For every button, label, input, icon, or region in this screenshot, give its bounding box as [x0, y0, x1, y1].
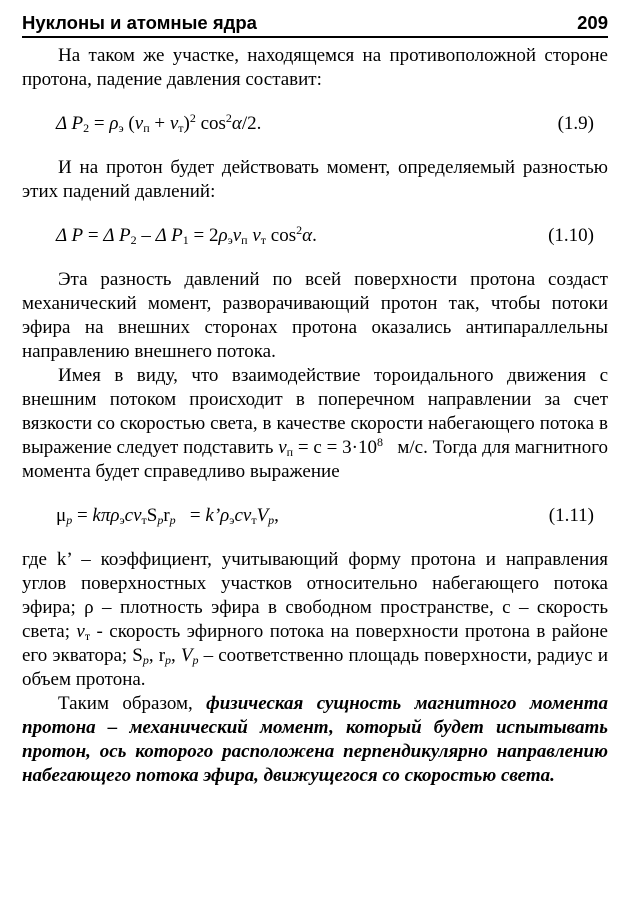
equation-number: (1.11)	[548, 505, 594, 526]
paragraph-6: Таким образом, физическая сущность магнитного момента протона – механический момент, который будет испытывать протон, ось которого расположена перпендикулярно направлению набегающего потока эфира, движущегося со скоростью света.	[22, 693, 608, 786]
paragraph-5: где k’ – коэффициент, учитывающий форму протона и направления углов поверхностных участков относительно набегающего потока эфира; ρ – плотность эфира в свободном пространстве, c – скорость света; $v_т$ - скорость эфирного потока на поверхности протона в районе его экватора; $S_p$, $r_p$, $V_p$ – соответственно площадь поверхности, радиус и объем протона.	[22, 549, 608, 690]
equation-number: (1.9)	[557, 113, 594, 134]
page-number: 209	[577, 12, 608, 33]
equation-1-11: $\mu_p = k\pi\rho_эcv_тS_pr_p$ = $k’\rho_эcv_тV_p$, (1.11)	[56, 505, 594, 527]
equation-1-10: Δ P = Δ $P_2$ – Δ $P_1 = 2\rho_эv_п$ $v_т$ $\cos^2\alpha$. (1.10)	[56, 223, 594, 247]
paragraph-3: Эта разность давлений по всей поверхности протона создаст механический момент, разворачивающий протон так, чтобы потоки эфира на внешних сторонах протона оказались антипараллельны направлению внешнего потока.	[22, 269, 608, 362]
page-content	[22, 44, 608, 788]
paragraph-1: На таком же участке, находящемся на противоположной стороне протона, падение давления составит:	[22, 45, 608, 90]
equation-1-9: Δ $P_2 = \rho_э$ $(v_п + v_т)^2$ $\cos^2\alpha/2$. (1.9)	[56, 111, 594, 135]
page-header	[22, 8, 608, 38]
running-title: Нуклоны и атомные ядра	[22, 12, 257, 33]
equation-number: (1.10)	[548, 225, 594, 246]
emphasis-conclusion: физическая сущность магнитного момента протона – механический момент, который будет испытывать протон, ось которого расположена перпендикулярно направлению набегающего потока эфира, движущегося со скоростью света.	[22, 693, 608, 786]
paragraph-2: И на протон будет действовать момент, определяемый разностью этих падений давлений:	[22, 157, 608, 202]
paragraph-4: Имея в виду, что взаимодействие тороидального движения с внешним потоком происходит в поперечном направлении за счет вязкости со скоростью света, в качестве скорости набегающего потока в выражение следует подставить $v_п = c = 3\cdot 10^8$ м/с. Тогда для магнитного момента будет справедливо выражение	[22, 365, 609, 482]
